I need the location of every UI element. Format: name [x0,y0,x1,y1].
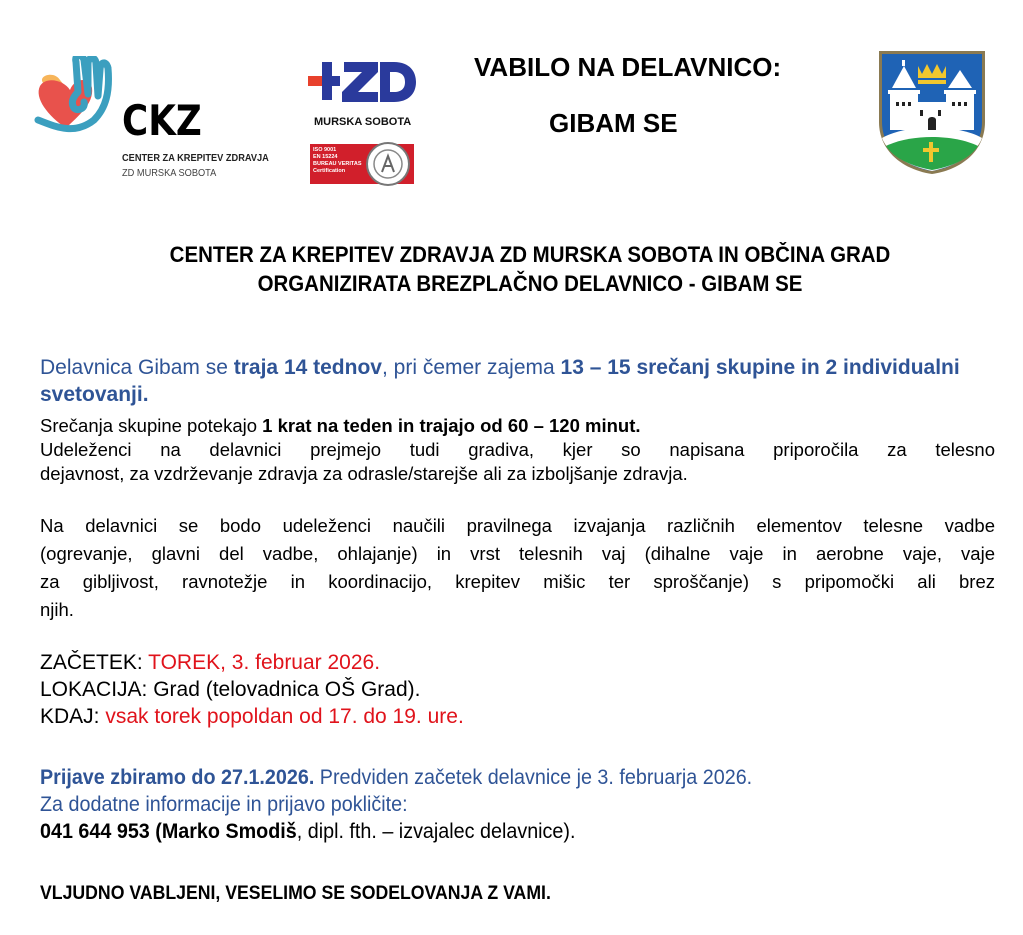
signup-deadline: Prijave zbiramo do 27.1.2026. [40,766,315,789]
invitation-title: VABILO NA DELAVNICO: [474,52,782,82]
hand-heart-icon [34,56,120,142]
schedule-text: Srečanja skupine potekajo [40,415,263,436]
headline [74,240,985,298]
location-value: Grad (telovadnica OŠ Grad). [153,678,421,701]
ckz-tagline: CENTER ZA KREPITEV ZDRAVJA [122,152,269,164]
time-row [40,703,464,730]
ckz-wordmark: CKZ [122,96,202,145]
intro-paragraph [40,354,1010,408]
schedule-frequency: 1 krat na teden in trajajo od 60 – 120 minut. [262,415,641,436]
ckz-subtagline: ZD MURSKA SOBOTA [122,167,217,179]
zd-subtitle: MURSKA SOBOTA [314,116,412,128]
workshop-name: GIBAM SE [549,108,678,138]
sessions-highlight: 13 – 15 srečanj skupine in 2 individualni svetovanji. [40,356,960,406]
materials-text-line-1: Udeleženci na delavnici prejmejo tudi gradiva, kjer so napisana priporočila za telesno [40,439,995,460]
coat-of-arms-icon [876,48,988,176]
event-details [40,649,464,730]
ckz-logo [34,56,274,186]
bureau-veritas-seal-icon [366,142,410,186]
content-line-1: Na delavnici se bodo udeleženci naučili pravilnega izvajanja različnih elementov telesne vadbe [40,515,995,536]
certification-text: ISO 9001 EN 15224 BUREAU VERITAS Certification [313,147,362,174]
closing-line: VLJUDNO VABLJENI, VESELIMO SE SODELOVANJA Z VAMI. [40,883,551,904]
zd-plus-mark-icon [308,58,416,110]
schedule-paragraph [40,414,995,486]
time-label: KDAJ: [40,705,106,728]
content-line-3: za gibljivost, ravnotežje in koordinacijo, krepitev mišic ter sproščanje) s pripomočki ali brez [40,571,995,592]
headline-line-1: CENTER ZA KREPITEV ZDRAVJA ZD MURSKA SOBOTA IN OBČINA GRAD [169,242,891,267]
contact-phone[interactable]: 041 644 953 (Marko Smodiš [40,820,297,843]
time-value: vsak torek popoldan od 17. do 19. ure. [105,705,464,728]
duration-highlight: traja 14 tednov [233,356,382,379]
content-line-2: (ogrevanje, glavni del vadbe, ohlajanje) in vrst telesnih vaj (dihalne vaje in aerobne vaje, vaje [40,543,995,564]
content-line-4: njih. [40,599,74,620]
zd-murska-sobota-logo [306,58,418,188]
headline-line-2: ORGANIZIRATA BREZPLAČNO DELAVNICO - GIBAM SE [257,271,803,296]
materials-text-line-2: dejavnost, za vzdrževanje zdravja za odrasle/starejše ali za izboljšanje zdravja. [40,463,688,484]
planned-start: Predviden začetek delavnice je 3. februarja 2026. [314,766,753,789]
location-label: LOKACIJA: [40,678,154,701]
start-value: TOREK, 3. februar 2026. [148,651,381,674]
location-row [40,676,464,703]
content-paragraph [40,512,995,624]
intro-text-2: , pri čemer zajema [381,356,561,379]
contact-role: , dipl. fth. – izvajalec delavnice). [296,820,576,843]
intro-text: Delavnica Gibam se [40,356,234,379]
start-date-row [40,649,464,676]
bureau-veritas-certification-badge [310,144,414,184]
signup-info [40,764,752,845]
info-text: Za dodatne informacije in prijavo pokličite: [40,793,408,816]
start-label: ZAČETEK: [40,651,149,674]
